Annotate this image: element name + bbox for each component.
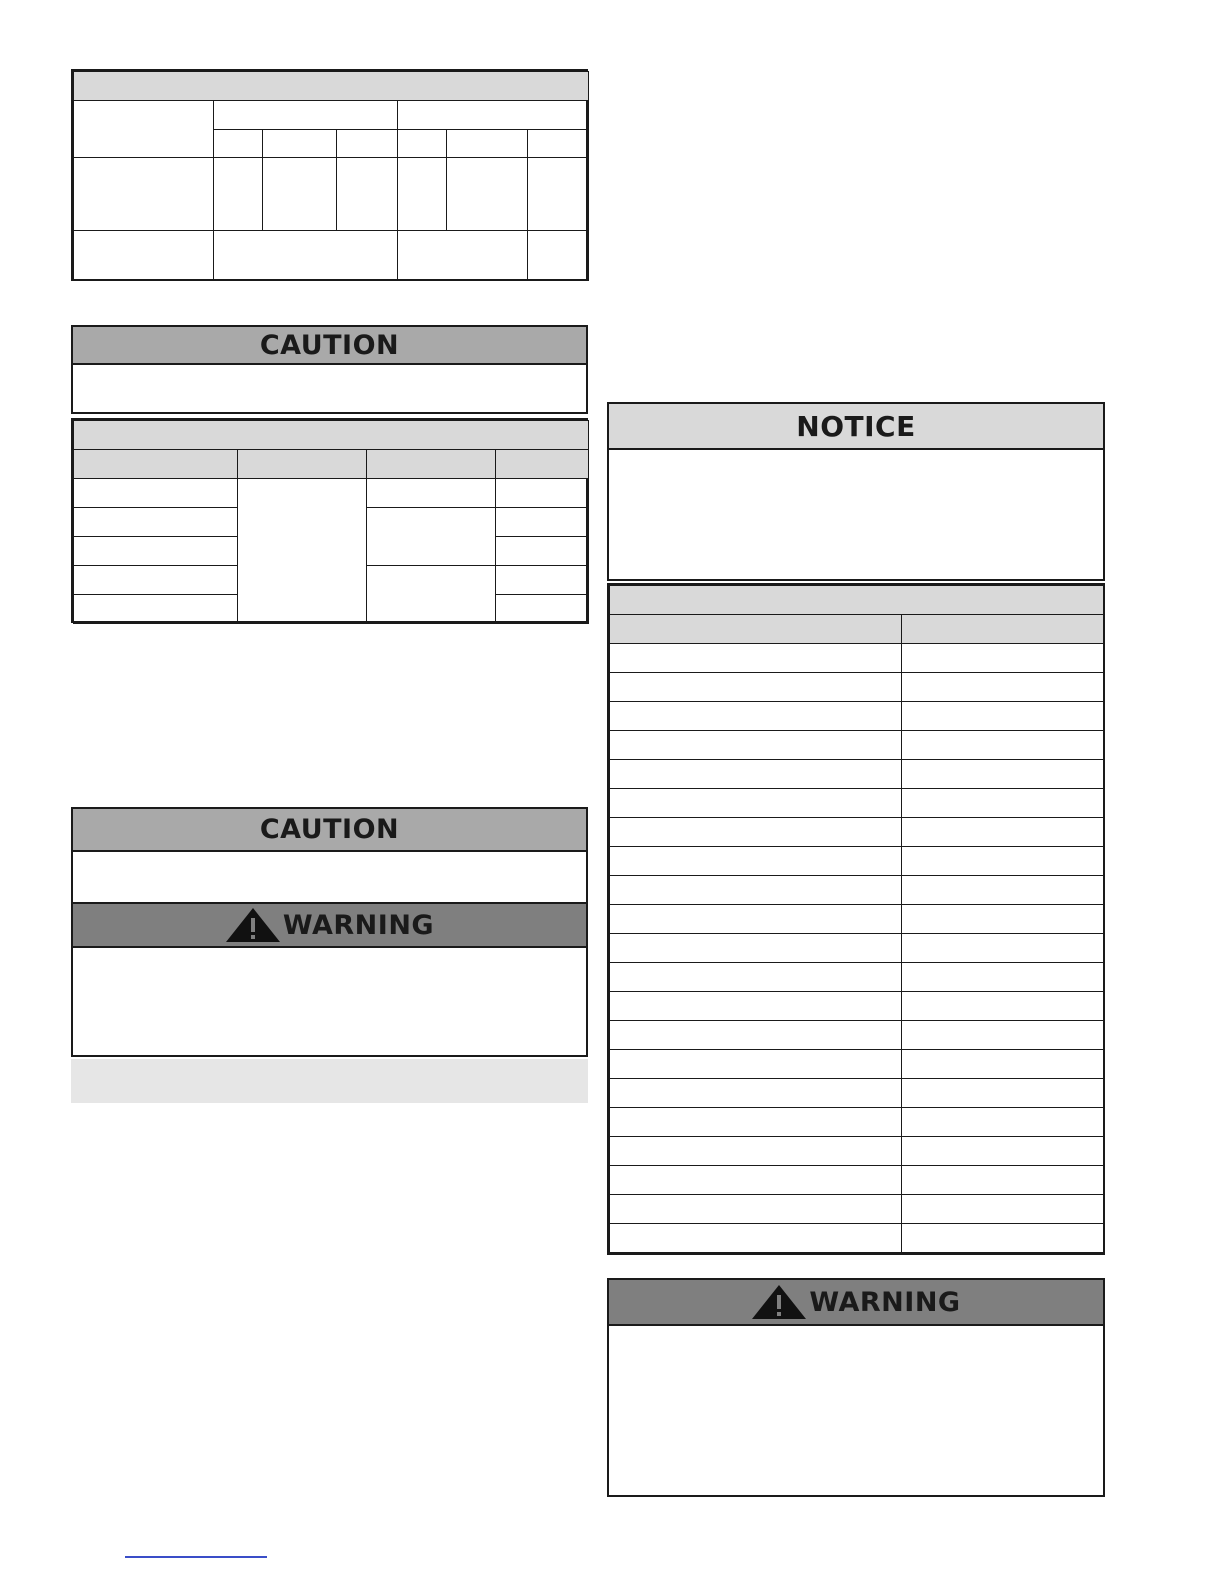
table-row	[610, 1079, 1104, 1108]
table-row	[610, 644, 1104, 673]
table-cell	[902, 1166, 1104, 1195]
table-cell	[902, 644, 1104, 673]
table-cell	[214, 130, 263, 158]
table-cell	[610, 644, 902, 673]
table-row	[610, 1195, 1104, 1224]
table-cell	[610, 1137, 902, 1166]
warning-box-2	[607, 1278, 1105, 1497]
table-cell	[902, 847, 1104, 876]
table-2-title-row	[74, 421, 589, 450]
table-cell	[610, 1021, 902, 1050]
caution-title: CAUTION	[259, 814, 400, 845]
table-row	[610, 1166, 1104, 1195]
table-cell	[74, 479, 238, 508]
table-cell	[263, 130, 337, 158]
table-cell	[610, 847, 902, 876]
table-cell	[496, 479, 589, 508]
table-cell	[610, 963, 902, 992]
table-row	[610, 847, 1104, 876]
caution-banner-2	[73, 809, 586, 852]
table-row	[610, 789, 1104, 818]
table-row	[610, 905, 1104, 934]
table-cell	[367, 508, 496, 566]
table-cell	[74, 595, 238, 624]
table-cell	[902, 789, 1104, 818]
caution-2-body	[73, 852, 586, 904]
footer-link-underline[interactable]	[125, 1556, 267, 1558]
table-cell	[496, 595, 589, 624]
table-cell	[902, 1195, 1104, 1224]
table-cell	[610, 1050, 902, 1079]
table-1-row-header	[74, 101, 214, 158]
notice-box	[607, 402, 1105, 581]
table-row	[610, 731, 1104, 760]
warning-banner-2	[609, 1280, 1103, 1326]
table-cell	[447, 158, 528, 231]
spec-table-2	[71, 418, 588, 623]
table-cell	[610, 789, 902, 818]
table-cell	[902, 702, 1104, 731]
table-cell	[74, 566, 238, 595]
notice-banner	[609, 404, 1103, 450]
table-row	[610, 760, 1104, 789]
table-cell	[610, 702, 902, 731]
table-cell	[337, 158, 398, 231]
warning-title: WARNING	[809, 1286, 961, 1318]
caution-box-2	[71, 807, 588, 1057]
table-row	[610, 1224, 1104, 1253]
table-cell	[214, 231, 398, 281]
spec-table-3	[607, 583, 1105, 1255]
table-1-title-row	[74, 72, 589, 101]
table-cell	[610, 731, 902, 760]
table-row	[610, 963, 1104, 992]
table-row	[610, 1050, 1104, 1079]
caution-box-1	[71, 325, 588, 414]
table-cell	[610, 1224, 902, 1253]
table-3-title-row	[610, 586, 1104, 615]
table-row-label	[74, 158, 214, 231]
table-cell	[610, 905, 902, 934]
table-cell	[398, 130, 447, 158]
table-cell	[902, 934, 1104, 963]
spec-table-3-grid	[609, 585, 1104, 1253]
warning-title: WARNING	[282, 909, 435, 941]
table-row	[610, 673, 1104, 702]
table-cell	[496, 566, 589, 595]
table-cell	[902, 1079, 1104, 1108]
table-cell	[610, 1166, 902, 1195]
table-cell	[528, 130, 589, 158]
table-cell	[74, 537, 238, 566]
table-cell	[610, 934, 902, 963]
table-2-col-header	[74, 450, 238, 479]
table-cell	[902, 1050, 1104, 1079]
warning-banner-1	[73, 904, 586, 948]
table-cell	[902, 818, 1104, 847]
table-3-col-header	[610, 615, 902, 644]
table-row	[610, 992, 1104, 1021]
table-row	[610, 1137, 1104, 1166]
table-row	[610, 876, 1104, 905]
spec-table-1-grid	[73, 71, 589, 281]
table-cell	[447, 130, 528, 158]
spec-table-1	[71, 69, 588, 281]
spec-table-2-grid	[73, 420, 589, 624]
table-cell	[496, 508, 589, 537]
table-2-col-header	[238, 450, 367, 479]
table-1-group-b-header	[398, 101, 589, 130]
table-cell	[610, 760, 902, 789]
table-cell	[367, 479, 496, 508]
table-cell	[398, 158, 447, 231]
table-row	[610, 1108, 1104, 1137]
warning-triangle-icon	[225, 907, 281, 943]
table-cell	[610, 818, 902, 847]
table-cell	[610, 992, 902, 1021]
table-cell	[496, 537, 589, 566]
table-cell	[398, 231, 528, 281]
table-cell	[528, 158, 589, 231]
notice-title: NOTICE	[796, 409, 916, 443]
table-row	[610, 934, 1104, 963]
table-2-col-header	[367, 450, 496, 479]
table-cell	[337, 130, 398, 158]
table-cell	[214, 158, 263, 231]
table-row	[610, 702, 1104, 731]
table-cell	[902, 731, 1104, 760]
table-cell	[902, 1137, 1104, 1166]
table-cell	[902, 1108, 1104, 1137]
table-3-col-header	[902, 615, 1104, 644]
table-cell	[902, 876, 1104, 905]
caution-title: CAUTION	[259, 329, 400, 361]
table-cell	[74, 508, 238, 537]
table-cell	[902, 673, 1104, 702]
table-cell	[610, 876, 902, 905]
table-cell	[902, 905, 1104, 934]
table-row	[610, 1021, 1104, 1050]
table-cell	[367, 566, 496, 624]
table-cell	[902, 1224, 1104, 1253]
table-cell	[902, 963, 1104, 992]
table-cell	[263, 158, 337, 231]
table-cell	[902, 1021, 1104, 1050]
shaded-note-band	[71, 1059, 588, 1103]
warning-triangle-icon	[751, 1284, 807, 1320]
table-cell	[610, 1079, 902, 1108]
caution-banner-1	[73, 327, 586, 365]
table-cell	[528, 231, 589, 281]
table-cell	[610, 1195, 902, 1224]
table-cell	[610, 1108, 902, 1137]
table-cell	[902, 760, 1104, 789]
table-1-group-a-header	[214, 101, 398, 130]
table-2-col-header	[496, 450, 589, 479]
table-cell	[610, 673, 902, 702]
table-cell	[238, 479, 367, 624]
table-row-label	[74, 231, 214, 281]
table-row	[610, 818, 1104, 847]
table-cell	[902, 992, 1104, 1021]
